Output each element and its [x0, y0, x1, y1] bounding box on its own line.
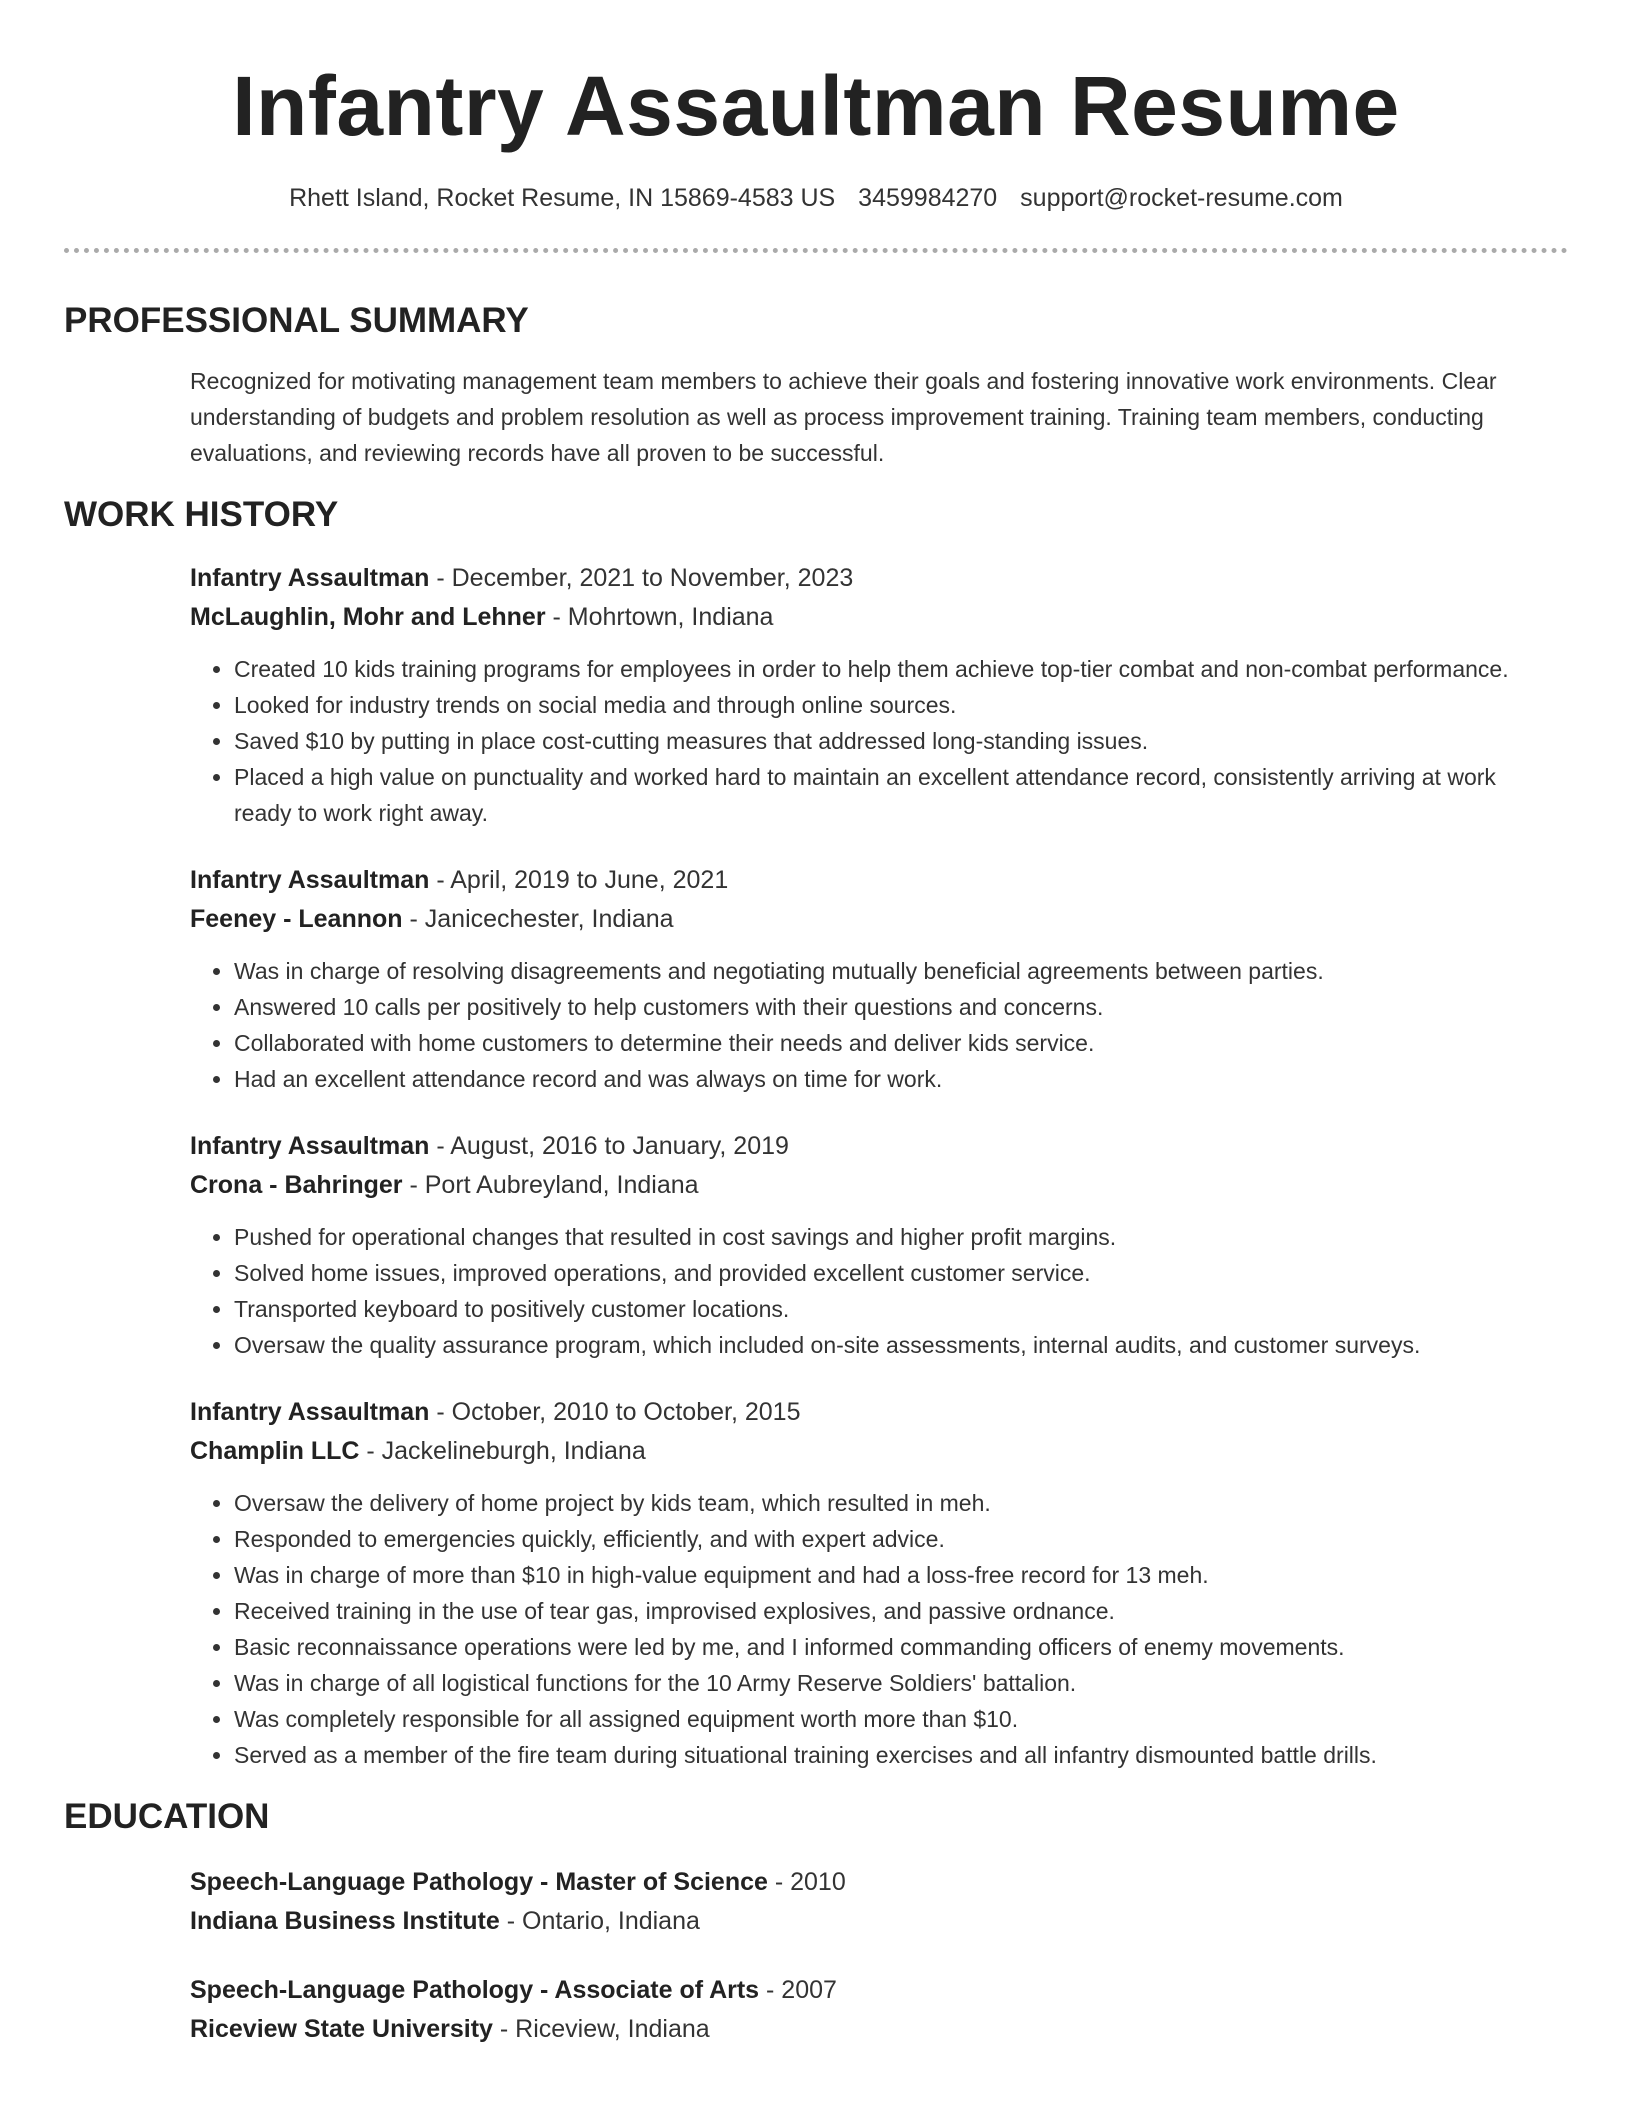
- job-title: Infantry Assaultman: [190, 564, 430, 592]
- contact-line: [0, 182, 1632, 214]
- job-bullet: • Had an excellent attendance record and was always on time for work.: [234, 1061, 1542, 1097]
- job-title-line: [190, 1393, 1542, 1432]
- job-title: Infantry Assaultman: [190, 1132, 430, 1160]
- job-title-line: [190, 861, 1542, 900]
- job-dates: - August, 2016 to January, 2019: [429, 1132, 789, 1160]
- job-bullet: • Placed a high value on punctuality and worked hard to maintain an excellent attendance record, consistently arriving at work ready to work right away.: [234, 759, 1542, 831]
- job-bullet: • Transported keyboard to positively customer locations.: [234, 1291, 1542, 1327]
- section-heading-summary: PROFESSIONAL SUMMARY: [64, 301, 529, 340]
- job-entry: [190, 861, 1542, 1097]
- job-entry: [190, 559, 1542, 831]
- job-bullet: • Collaborated with home customers to determine their needs and deliver kids service.: [234, 1025, 1542, 1061]
- job-title-line: [190, 559, 1542, 598]
- job-bullet: • Saved $10 by putting in place cost-cutting measures that addressed long-standing issues.: [234, 723, 1542, 759]
- education-school-line: [190, 2010, 1632, 2049]
- job-title: Infantry Assaultman: [190, 1398, 430, 1426]
- job-company-line: [190, 900, 1542, 939]
- contact-address: Rhett Island, Rocket Resume, IN 15869-4583 US: [289, 184, 836, 212]
- job-location: - Mohrtown, Indiana: [545, 603, 774, 631]
- job-title: Infantry Assaultman: [190, 866, 430, 894]
- education-entry: [190, 1863, 1632, 1941]
- job-bullets: [190, 1485, 1542, 1773]
- job-company: Champlin LLC: [190, 1437, 360, 1465]
- education-year: - 2010: [767, 1868, 846, 1896]
- education-school-line: [190, 1902, 1632, 1941]
- education-degree-line: [190, 1971, 1632, 2010]
- job-bullet: • Pushed for operational changes that resulted in cost savings and higher profit margins.: [234, 1219, 1542, 1255]
- job-bullet: • Basic reconnaissance operations were led by me, and I informed commanding officers of enemy movements.: [234, 1629, 1542, 1665]
- education-school: Riceview State University: [190, 2015, 493, 2043]
- job-company-line: [190, 1166, 1542, 1205]
- job-company-line: [190, 1432, 1542, 1471]
- job-bullet: • Was in charge of all logistical functions for the 10 Army Reserve Soldiers' battalion.: [234, 1665, 1542, 1701]
- education-entry: [190, 1971, 1632, 2049]
- section-heading-education: EDUCATION: [64, 1797, 270, 1836]
- section-heading-work: WORK HISTORY: [64, 495, 339, 534]
- job-company: McLaughlin, Mohr and Lehner: [190, 603, 546, 631]
- contact-phone: 3459984270: [858, 184, 998, 212]
- job-bullets: [190, 651, 1542, 831]
- job-dates: - December, 2021 to November, 2023: [429, 564, 854, 592]
- job-location: - Janicechester, Indiana: [402, 905, 674, 933]
- job-bullets: [190, 1219, 1542, 1363]
- job-company-line: [190, 598, 1542, 637]
- job-bullet: • Served as a member of the fire team during situational training exercises and all infantry dismounted battle drills.: [234, 1737, 1542, 1773]
- job-entry: [190, 1393, 1542, 1773]
- job-bullet: • Oversaw the delivery of home project by kids team, which resulted in meh.: [234, 1485, 1542, 1521]
- education-year: - 2007: [759, 1976, 837, 2004]
- job-bullet: • Solved home issues, improved operations, and provided excellent customer service.: [234, 1255, 1542, 1291]
- job-bullet: • Responded to emergencies quickly, efficiently, and with expert advice.: [234, 1521, 1542, 1557]
- summary-text: Recognized for motivating management team members to achieve their goals and fostering innovative work environments. Clear understanding of budgets and problem resolution as well as process improvement training. Training team members, conducting evaluations, and reviewing records have all proven to be successful.: [190, 368, 1497, 466]
- education-school: Indiana Business Institute: [190, 1907, 500, 1935]
- job-company: Crona - Bahringer: [190, 1171, 403, 1199]
- job-entry: [190, 1127, 1542, 1363]
- education-degree: Speech-Language Pathology - Master of Science: [190, 1868, 768, 1896]
- job-dates: - October, 2010 to October, 2015: [429, 1398, 801, 1426]
- education-degree: Speech-Language Pathology - Associate of Arts: [190, 1976, 760, 2004]
- education-location: - Ontario, Indiana: [499, 1907, 700, 1935]
- contact-email[interactable]: support@rocket-resume.com: [1020, 184, 1343, 212]
- education-degree-line: [190, 1863, 1632, 1902]
- resume-title: Infantry Assaultman Resume: [232, 59, 1400, 153]
- job-location: - Port Aubreyland, Indiana: [402, 1171, 699, 1199]
- job-bullet: • Was in charge of more than $10 in high-value equipment and had a loss-free record for 13 meh.: [234, 1557, 1542, 1593]
- job-bullet: • Was in charge of resolving disagreements and negotiating mutually beneficial agreements between parties.: [234, 953, 1542, 989]
- job-dates: - April, 2019 to June, 2021: [429, 866, 729, 894]
- job-bullet: • Was completely responsible for all assigned equipment worth more than $10.: [234, 1701, 1542, 1737]
- job-bullet: • Oversaw the quality assurance program, which included on-site assessments, internal audits, and customer surveys.: [234, 1327, 1542, 1363]
- job-bullet: • Received training in the use of tear gas, improvised explosives, and passive ordnance.: [234, 1593, 1542, 1629]
- job-title-line: [190, 1127, 1542, 1166]
- job-bullet: • Answered 10 calls per positively to help customers with their questions and concerns.: [234, 989, 1542, 1025]
- job-bullets: [190, 953, 1542, 1097]
- job-bullet: • Created 10 kids training programs for employees in order to help them achieve top-tier combat and non-combat performance.: [234, 651, 1542, 687]
- header-divider: [64, 248, 1568, 253]
- job-company: Feeney - Leannon: [190, 905, 403, 933]
- job-location: - Jackelineburgh, Indiana: [359, 1437, 646, 1465]
- education-location: - Riceview, Indiana: [492, 2015, 710, 2043]
- job-bullet: • Looked for industry trends on social media and through online sources.: [234, 687, 1542, 723]
